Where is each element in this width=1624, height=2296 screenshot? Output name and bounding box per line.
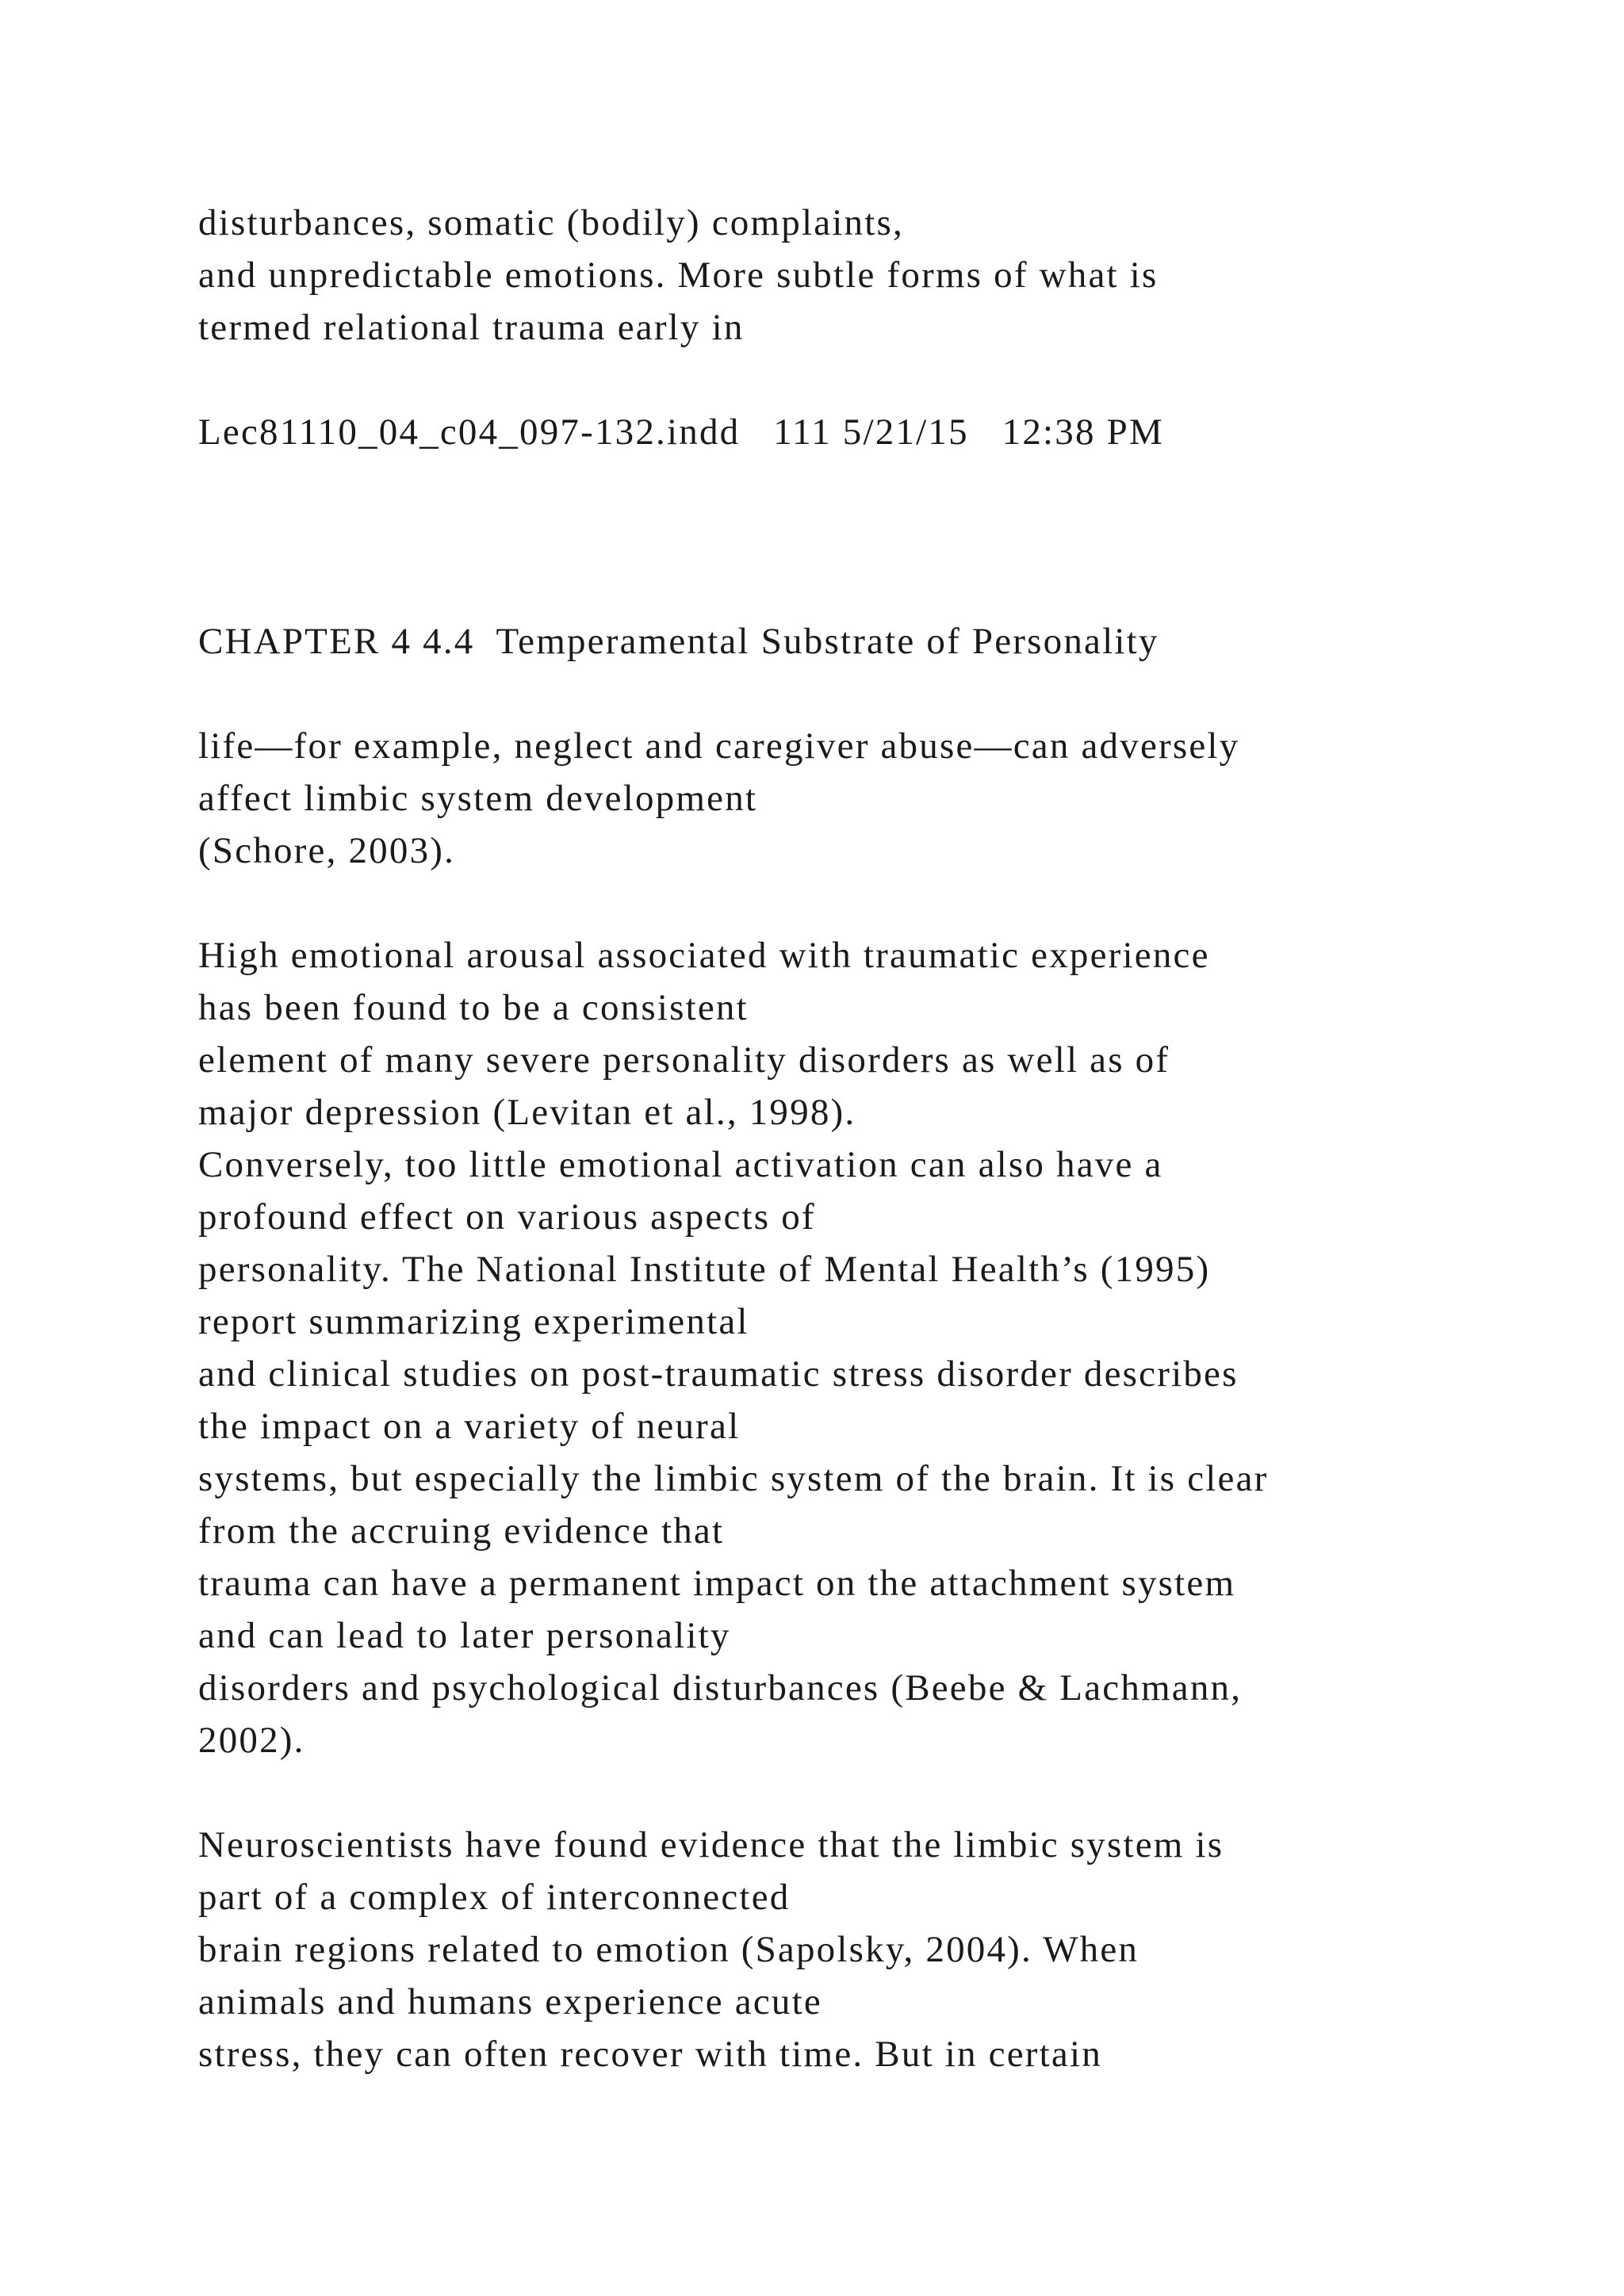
paragraph-continued [198, 197, 1499, 354]
text-line: stress, they can often recover with time. But in certain [198, 2034, 1102, 2075]
text-line: systems, but especially the limbic system of the brain. It is clear [198, 1458, 1269, 1499]
paragraph [198, 1819, 1499, 2080]
text-line: Conversely, too little emotional activation can also have a [198, 1144, 1163, 1185]
text-line: (Schore, 2003). [198, 830, 456, 871]
text-line: Lec81110_04_c04_097-132.indd 111 5/21/15 12:38 PM [198, 411, 1164, 453]
text-line: and clinical studies on post-traumatic stress disorder describes [198, 1353, 1239, 1395]
text-line: disturbances, somatic (bodily) complaints, [198, 202, 904, 243]
text-line: element of many severe personality disorders as well as of [198, 1039, 1170, 1081]
text-line: disorders and psychological disturbances (Beebe & Lachmann, [198, 1667, 1243, 1709]
text-line: part of a complex of interconnected [198, 1877, 791, 1918]
text-line: trauma can have a permanent impact on the attachment system [198, 1563, 1236, 1604]
text-line: affect limbic system development [198, 778, 758, 819]
text-line: personality. The National Institute of Mental Health’s (1995) [198, 1249, 1211, 1290]
running-head [198, 615, 1499, 668]
text-line: CHAPTER 4 4.4 Temperamental Substrate of Personality [198, 621, 1159, 662]
paragraph [198, 929, 1499, 1766]
text-line: Neuroscientists have found evidence that the limbic system is [198, 1824, 1224, 1866]
text-line: High emotional arousal associated with traumatic experience [198, 935, 1210, 976]
text-line: profound effect on various aspects of [198, 1196, 816, 1238]
text-line: report summarizing experimental [198, 1301, 749, 1342]
text-line: and unpredictable emotions. More subtle forms of what is [198, 254, 1159, 296]
text-line: brain regions related to emotion (Sapolsky, 2004). When [198, 1929, 1139, 1970]
text-line: from the accruing evidence that [198, 1510, 725, 1552]
text-line: and can lead to later personality [198, 1615, 731, 1656]
text-line: has been found to be a consistent [198, 987, 749, 1028]
text-line: 2002). [198, 1720, 305, 1761]
paragraph [198, 720, 1499, 877]
text-line: major depression (Levitan et al., 1998). [198, 1092, 856, 1133]
text-line: the impact on a variety of neural [198, 1406, 741, 1447]
text-line: animals and humans experience acute [198, 1981, 822, 2022]
text-line: life—for example, neglect and caregiver abuse—can adversely [198, 725, 1240, 767]
document-page [198, 0, 1499, 2296]
file-slug [198, 406, 1499, 458]
text-line: termed relational trauma early in [198, 307, 745, 348]
